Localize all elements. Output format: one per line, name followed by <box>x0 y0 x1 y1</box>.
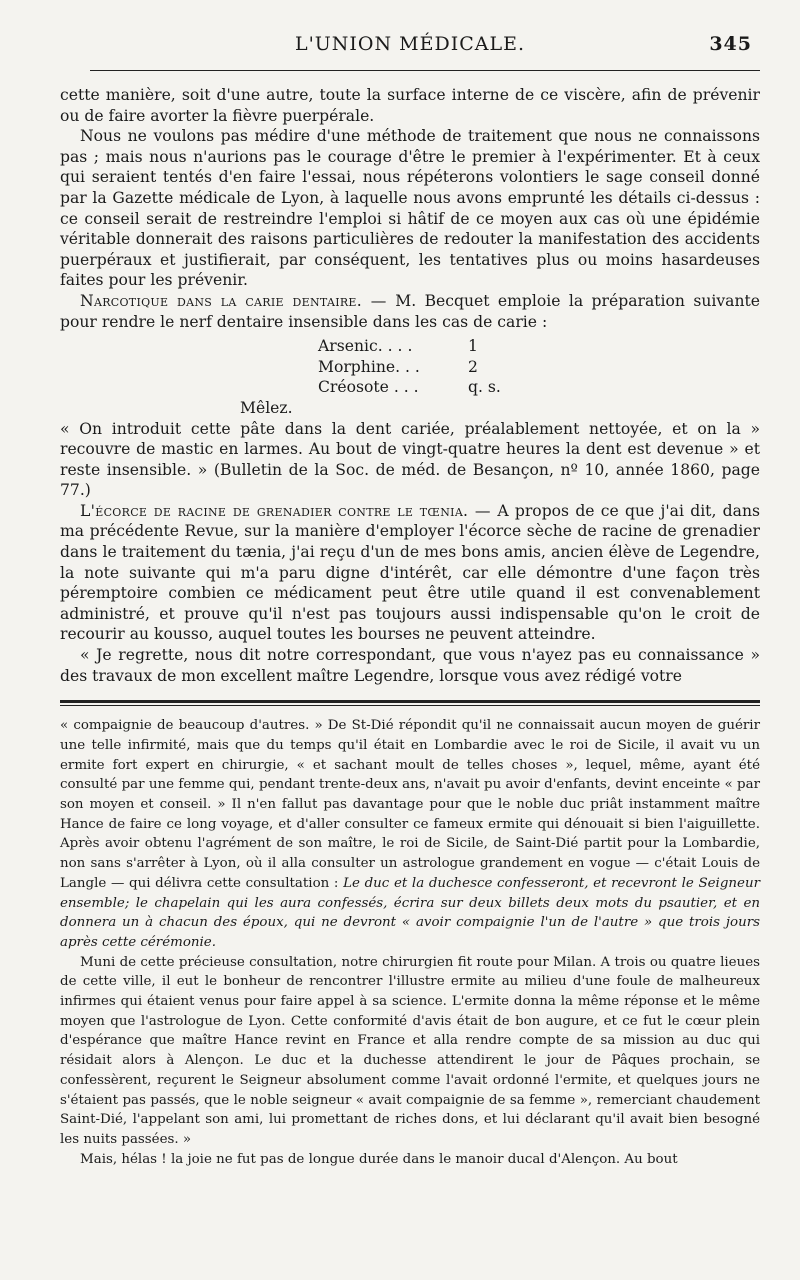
recipe-table <box>60 336 760 418</box>
ingredient-qty: 2 <box>468 357 478 376</box>
quote-correspondent: « Je regrette, nous dit notre correspondant, que vous n'ayez pas eu connaissance » des travaux de mon excellent maître Legendre, lorsque vous avez rédigé votre <box>60 646 760 685</box>
section-title-narcotique: Narcotique dans la carie dentaire. — <box>80 291 396 310</box>
main-text <box>60 85 760 686</box>
footnote-separator <box>60 700 760 706</box>
section-grenadier <box>60 501 760 645</box>
footnote-paragraph: Muni de cette précieuse consultation, notre chirurgien fit route pour Milan. A trois ou quatre lieues de cette ville, il eut le bonheur de rencontrer l'illustre ermite au milieu d'une foule de malheureux infirmes qui étaient venus pour faire appel à sa science. L'ermite donna la même réponse et le même moyen que l'astrologue de Lyon. Cette conformité d'avis était de bon augure, et ce fut le cœur plein d'espérance que maître Hance revint en France et alla rendre compte de sa mission au duc qui résidait alors à Alençon. Le duc et la duchesse attendirent le jour de Pâques prochain, se confessèrent, reçurent le Seigneur absolument comme l'avait ordonné l'ermite, et quelques jours ne s'étaient pas passés, que le noble seigneur « avait compaignie de sa femme », remerciant chaudement Saint-Dié, l'appelant son ami, lui promettant de riches dons, et lui déclarant qu'il avait bien besogné les nuits passées. » <box>60 954 760 1147</box>
recipe-row <box>60 336 760 357</box>
footnote-consultation: Le duc et la duchesce confesseront, et recevront le Seigneur ensemble; le chapelain qui les aura confessés, écrira sur deux billets deux mots du psautier, et en donnera un à chacun des époux, qui ne devront « avoir compaignie l'un de l'autre » que trois jours après cette cérémonie. <box>60 875 760 950</box>
ingredient-qty: 1 <box>468 337 478 356</box>
section-text-grenadier: A propos de ce que j'ai dit, dans ma précédente Revue, sur la manière d'employer l'écorce sèche de racine de grenadier dans le traitement du tænia, j'ai reçu d'un de mes bons amis, ancien élève de Legendre, la note suivante qui m'a paru digne d'intérêt, car elle démontre d'une façon très péremptoire combien ce médicament peut être utile quand il est convenablement administré, et prouve qu'il n'est pas toujours aussi indispensable qu'on le croit de recourir au kousso, auquel toutes les bourses ne peuvent atteindre. <box>60 501 760 644</box>
recipe-instruction: Mêlez. <box>240 398 293 417</box>
footnotes <box>60 716 760 1169</box>
header-rule <box>90 70 760 71</box>
footnote-paragraph <box>60 716 760 952</box>
footnote-paragraph: Mais, hélas ! la joie ne fut pas de longue durée dans le manoir ducal d'Alençon. Au bout <box>80 1151 678 1167</box>
ingredient-qty: q. s. <box>468 378 501 397</box>
section-title-grenadier: L'écorce de racine de grenadier contre le tœnia. — <box>80 501 498 520</box>
paragraph-caution: Nous ne voulons pas médire d'une méthode de traitement que nous ne connaissons pas ; mais nous n'aurions pas le courage d'être le premier à l'expérimenter. Et à ceux qui seraient tentés d'en faire l'essai, nous répéterons volontiers le sage conseil donné par la Gazette médicale de Lyon, à laquelle nous avons emprunté les détails ci-dessus : ce conseil serait de restreindre l'emploi si hâtif de ce moyen aux cas où une épidémie véritable donnerait des raisons particulières de redouter la manifestation des accidents puerpéraux et justifierait, par conséquent, les tentatives plus ou moins hasardeuses faites pour les prévenir. <box>60 127 760 290</box>
footnote-text: « compaignie de beaucoup d'autres. » De St-Dié répondit qu'il ne connaissait aucun moyen de guérir une telle infirmité, mais que du temps qu'il était en Lombardie avec le roi de Sicile, il avait vu un ermite fort expert en chirurgie, « et sachant moult de telles choses », lequel, même, ayant été consulté par une femme qui, pendant trente-deux ans, n'avait pu avoir d'enfants, devint enceinte « par son moyen et conseil. » Il n'en fallut pas davantage pour que le noble duc priât instamment maître Hance de faire ce long voyage, et d'aller consulter ce fameux ermite qui dénouait si bien l'aiguillette. Après avoir obtenu l'agrément de son maître, le roi de Sicile, de Saint-Dié partit pour la Lombardie, non sans s'arrêter à Lyon, où il alla consulter un astrologue grandement en vogue — c'était Louis de Langle — qui délivra cette consultation : <box>60 718 760 891</box>
ingredient-name: Arsenic. . . . <box>318 337 413 356</box>
running-header <box>60 24 760 64</box>
section-narcotique <box>60 291 760 332</box>
recipe-row <box>60 377 760 398</box>
ingredient-name: Morphine. . . <box>318 357 420 376</box>
ingredient-name: Créosote . . . <box>318 378 419 397</box>
paragraph-continuation: cette manière, soit d'une autre, toute la surface interne de ce viscère, afin de prévenir ou de faire avorter la fièvre puerpérale. <box>60 86 760 125</box>
recipe-row <box>60 357 760 378</box>
section-text-narcotique: M. Becquet emploie la préparation suivante pour rendre le nerf dentaire insensible dans les cas de carie : <box>60 291 761 331</box>
quote-becquet: « On introduit cette pâte dans la dent cariée, préalablement nettoyée, et on la » recouvre de mastic en larmes. Au bout de vingt-quatre heures la dent est devenue » et reste insensible. » (Bulletin de la Soc. de méd. de Besançon, nº 10, année 1860, page 77.) <box>60 419 760 500</box>
running-title: L'UNION MÉDICALE. <box>294 33 526 55</box>
page-number: 345 <box>709 33 752 55</box>
